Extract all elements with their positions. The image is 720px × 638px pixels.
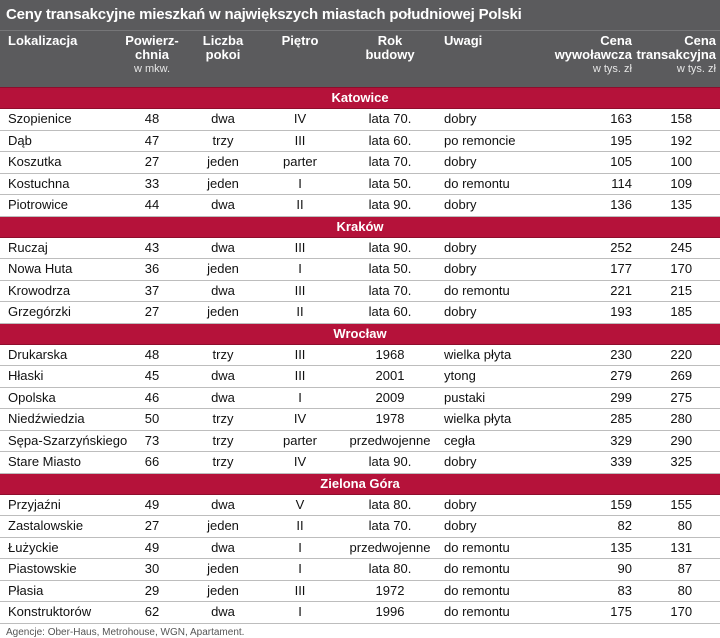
cell-liczba-pokoi: jeden <box>182 259 264 281</box>
cell-uwagi: dobry <box>444 109 546 131</box>
cell-uwagi: dobry <box>444 452 546 474</box>
cell-cena-transakcyjna: 170 <box>638 259 720 281</box>
cell-pietro: III <box>264 366 336 388</box>
cell-uwagi: wielka płyta <box>444 344 546 366</box>
cell-cena-wywolawcza: 329 <box>546 430 638 452</box>
cell-cena-wywolawcza: 193 <box>546 302 638 324</box>
cell-liczba-pokoi: jeden <box>182 580 264 602</box>
cell-cena-transakcyjna: 290 <box>638 430 720 452</box>
cell-rok-budowy: lata 70. <box>336 109 444 131</box>
table-row <box>0 130 720 152</box>
cell-lokalizacja: Przyjaźni <box>0 494 122 516</box>
cell-cena-transakcyjna: 80 <box>638 516 720 538</box>
cell-lokalizacja: Kostuchna <box>0 173 122 195</box>
cell-liczba-pokoi: jeden <box>182 152 264 174</box>
cell-powierzchnia: 44 <box>122 195 182 217</box>
cell-liczba-pokoi: dwa <box>182 195 264 217</box>
cell-liczba-pokoi: jeden <box>182 173 264 195</box>
cell-lokalizacja: Zastalowskie <box>0 516 122 538</box>
cell-lokalizacja: Drukarska <box>0 344 122 366</box>
cell-rok-budowy: lata 80. <box>336 494 444 516</box>
cell-powierzchnia: 50 <box>122 409 182 431</box>
cell-cena-transakcyjna: 220 <box>638 344 720 366</box>
cell-cena-transakcyjna: 269 <box>638 366 720 388</box>
cell-pietro: parter <box>264 152 336 174</box>
cell-cena-wywolawcza: 299 <box>546 387 638 409</box>
cell-powierzchnia: 43 <box>122 237 182 259</box>
cell-powierzchnia: 66 <box>122 452 182 474</box>
cell-rok-budowy: 1972 <box>336 580 444 602</box>
cell-rok-budowy: 2009 <box>336 387 444 409</box>
table-row <box>0 259 720 281</box>
cell-powierzchnia: 27 <box>122 516 182 538</box>
table-row <box>0 537 720 559</box>
city-section-header <box>0 216 720 237</box>
cell-powierzchnia: 49 <box>122 494 182 516</box>
cell-powierzchnia: 62 <box>122 602 182 624</box>
cell-powierzchnia: 36 <box>122 259 182 281</box>
cell-cena-transakcyjna: 245 <box>638 237 720 259</box>
cell-uwagi: do remontu <box>444 602 546 624</box>
cell-powierzchnia: 48 <box>122 344 182 366</box>
table-row <box>0 387 720 409</box>
cell-cena-transakcyjna: 158 <box>638 109 720 131</box>
cell-rok-budowy: lata 90. <box>336 452 444 474</box>
cell-cena-transakcyjna: 131 <box>638 537 720 559</box>
cell-cena-wywolawcza: 159 <box>546 494 638 516</box>
cell-pietro: I <box>264 559 336 581</box>
cell-lokalizacja: Szopienice <box>0 109 122 131</box>
cell-rok-budowy: lata 50. <box>336 173 444 195</box>
cell-pietro: IV <box>264 452 336 474</box>
cell-cena-wywolawcza: 177 <box>546 259 638 281</box>
cell-pietro: IV <box>264 409 336 431</box>
table-row <box>0 409 720 431</box>
cell-liczba-pokoi: dwa <box>182 109 264 131</box>
cell-uwagi: dobry <box>444 195 546 217</box>
cell-pietro: I <box>264 387 336 409</box>
table-row <box>0 152 720 174</box>
cell-powierzchnia: 27 <box>122 302 182 324</box>
cell-liczba-pokoi: dwa <box>182 280 264 302</box>
cell-cena-wywolawcza: 252 <box>546 237 638 259</box>
cell-liczba-pokoi: jeden <box>182 302 264 324</box>
cell-uwagi: dobry <box>444 516 546 538</box>
table-row <box>0 452 720 474</box>
cell-uwagi: dobry <box>444 237 546 259</box>
cell-liczba-pokoi: trzy <box>182 130 264 152</box>
cell-powierzchnia: 47 <box>122 130 182 152</box>
cell-pietro: V <box>264 494 336 516</box>
cell-rok-budowy: lata 70. <box>336 516 444 538</box>
cell-cena-wywolawcza: 221 <box>546 280 638 302</box>
header-uwagi: Uwagi <box>444 33 483 48</box>
city-name: Wrocław <box>0 323 720 344</box>
city-name: Katowice <box>0 88 720 109</box>
cell-cena-transakcyjna: 100 <box>638 152 720 174</box>
table-row <box>0 237 720 259</box>
table-row <box>0 173 720 195</box>
cell-cena-transakcyjna: 87 <box>638 559 720 581</box>
cell-rok-budowy: lata 90. <box>336 195 444 217</box>
cell-cena-wywolawcza: 135 <box>546 537 638 559</box>
cell-pietro: I <box>264 173 336 195</box>
city-section-header <box>0 323 720 344</box>
table-row <box>0 195 720 217</box>
table-row <box>0 109 720 131</box>
cell-uwagi: wielka płyta <box>444 409 546 431</box>
cell-pietro: I <box>264 259 336 281</box>
cell-pietro: IV <box>264 109 336 131</box>
header-liczba-pokoi: Liczba pokoi <box>202 33 244 62</box>
table-row <box>0 516 720 538</box>
cell-lokalizacja: Piotrowice <box>0 195 122 217</box>
column-header <box>0 30 720 87</box>
cell-rok-budowy: lata 70. <box>336 280 444 302</box>
header-cena-wywolawcza: Cena wywoławcza w tys. zł <box>554 33 632 75</box>
cell-liczba-pokoi: dwa <box>182 537 264 559</box>
cell-cena-transakcyjna: 280 <box>638 409 720 431</box>
cell-lokalizacja: Koszutka <box>0 152 122 174</box>
cell-cena-wywolawcza: 175 <box>546 602 638 624</box>
cell-lokalizacja: Hłaski <box>0 366 122 388</box>
cell-cena-transakcyjna: 215 <box>638 280 720 302</box>
cell-uwagi: do remontu <box>444 580 546 602</box>
cell-pietro: III <box>264 280 336 302</box>
table-row <box>0 430 720 452</box>
cell-lokalizacja: Ruczaj <box>0 237 122 259</box>
table-row <box>0 302 720 324</box>
cell-pietro: I <box>264 537 336 559</box>
source-note: Agencje: Ober-Haus, Metrohouse, WGN, Apartament. <box>6 626 245 638</box>
cell-rok-budowy: lata 80. <box>336 559 444 581</box>
cell-lokalizacja: Piastowskie <box>0 559 122 581</box>
cell-uwagi: do remontu <box>444 537 546 559</box>
cell-liczba-pokoi: dwa <box>182 602 264 624</box>
table-body <box>0 88 720 624</box>
cell-cena-wywolawcza: 230 <box>546 344 638 366</box>
cell-lokalizacja: Płasia <box>0 580 122 602</box>
cell-liczba-pokoi: dwa <box>182 387 264 409</box>
cell-lokalizacja: Konstruktorów <box>0 602 122 624</box>
cell-liczba-pokoi: dwa <box>182 494 264 516</box>
cell-liczba-pokoi: trzy <box>182 430 264 452</box>
cell-liczba-pokoi: trzy <box>182 344 264 366</box>
cell-lokalizacja: Grzegórzki <box>0 302 122 324</box>
cell-cena-transakcyjna: 275 <box>638 387 720 409</box>
cell-rok-budowy: przedwojenne <box>336 537 444 559</box>
cell-pietro: III <box>264 344 336 366</box>
cell-cena-transakcyjna: 170 <box>638 602 720 624</box>
cell-liczba-pokoi: trzy <box>182 409 264 431</box>
cell-pietro: I <box>264 602 336 624</box>
cell-uwagi: cegła <box>444 430 546 452</box>
cell-lokalizacja: Stare Miasto <box>0 452 122 474</box>
cell-cena-wywolawcza: 279 <box>546 366 638 388</box>
table-row <box>0 580 720 602</box>
cell-lokalizacja: Sępa-Szarzyńskiego <box>0 430 122 452</box>
city-name: Zielona Góra <box>0 473 720 494</box>
cell-pietro: III <box>264 580 336 602</box>
city-section-header <box>0 473 720 494</box>
cell-uwagi: dobry <box>444 152 546 174</box>
cell-rok-budowy: 1978 <box>336 409 444 431</box>
cell-powierzchnia: 48 <box>122 109 182 131</box>
cell-uwagi: do remontu <box>444 173 546 195</box>
cell-uwagi: do remontu <box>444 559 546 581</box>
cell-uwagi: ytong <box>444 366 546 388</box>
cell-rok-budowy: lata 90. <box>336 237 444 259</box>
cell-cena-wywolawcza: 285 <box>546 409 638 431</box>
cell-liczba-pokoi: trzy <box>182 452 264 474</box>
cell-pietro: III <box>264 237 336 259</box>
cell-cena-transakcyjna: 185 <box>638 302 720 324</box>
cell-powierzchnia: 27 <box>122 152 182 174</box>
table-title: Ceny transakcyjne mieszkań w największych miastach południowej Polski <box>0 0 720 30</box>
cell-cena-wywolawcza: 163 <box>546 109 638 131</box>
cell-cena-transakcyjna: 155 <box>638 494 720 516</box>
cell-uwagi: do remontu <box>444 280 546 302</box>
cell-cena-wywolawcza: 82 <box>546 516 638 538</box>
cell-rok-budowy: lata 70. <box>336 152 444 174</box>
cell-powierzchnia: 37 <box>122 280 182 302</box>
cell-rok-budowy: lata 60. <box>336 130 444 152</box>
cell-liczba-pokoi: jeden <box>182 516 264 538</box>
cell-liczba-pokoi: dwa <box>182 237 264 259</box>
header-rok-budowy: Rok budowy <box>365 33 415 62</box>
cell-powierzchnia: 33 <box>122 173 182 195</box>
header-lokalizacja: Lokalizacja <box>8 33 78 48</box>
cell-rok-budowy: 1968 <box>336 344 444 366</box>
cell-rok-budowy: 2001 <box>336 366 444 388</box>
cell-lokalizacja: Łużyckie <box>0 537 122 559</box>
cell-pietro: II <box>264 302 336 324</box>
cell-lokalizacja: Opolska <box>0 387 122 409</box>
cell-pietro: parter <box>264 430 336 452</box>
cell-cena-transakcyjna: 192 <box>638 130 720 152</box>
table-row <box>0 344 720 366</box>
city-name: Kraków <box>0 216 720 237</box>
cell-uwagi: pustaki <box>444 387 546 409</box>
cell-uwagi: po remoncie <box>444 130 546 152</box>
cell-cena-wywolawcza: 136 <box>546 195 638 217</box>
cell-powierzchnia: 49 <box>122 537 182 559</box>
cell-cena-wywolawcza: 83 <box>546 580 638 602</box>
table-row <box>0 602 720 624</box>
cell-pietro: III <box>264 130 336 152</box>
cell-cena-transakcyjna: 325 <box>638 452 720 474</box>
cell-liczba-pokoi: dwa <box>182 366 264 388</box>
table-row <box>0 559 720 581</box>
cell-cena-wywolawcza: 114 <box>546 173 638 195</box>
cell-powierzchnia: 46 <box>122 387 182 409</box>
cell-cena-wywolawcza: 195 <box>546 130 638 152</box>
cell-lokalizacja: Niedźwiedzia <box>0 409 122 431</box>
cell-pietro: II <box>264 195 336 217</box>
cell-powierzchnia: 30 <box>122 559 182 581</box>
cell-cena-transakcyjna: 109 <box>638 173 720 195</box>
header-pietro: Piętro <box>281 33 319 48</box>
cell-lokalizacja: Krowodrza <box>0 280 122 302</box>
cell-rok-budowy: 1996 <box>336 602 444 624</box>
table-row <box>0 494 720 516</box>
cell-pietro: II <box>264 516 336 538</box>
cell-cena-transakcyjna: 80 <box>638 580 720 602</box>
cell-powierzchnia: 73 <box>122 430 182 452</box>
header-powierzchnia: Powierz- chnia w mkw. <box>125 33 179 75</box>
cell-cena-wywolawcza: 90 <box>546 559 638 581</box>
cell-cena-wywolawcza: 339 <box>546 452 638 474</box>
header-cena-transakcyjna: Cena transakcyjna w tys. zł <box>636 33 716 75</box>
table-row <box>0 280 720 302</box>
table-row <box>0 366 720 388</box>
cell-powierzchnia: 45 <box>122 366 182 388</box>
cell-rok-budowy: lata 60. <box>336 302 444 324</box>
cell-uwagi: dobry <box>444 259 546 281</box>
cell-liczba-pokoi: jeden <box>182 559 264 581</box>
cell-uwagi: dobry <box>444 302 546 324</box>
cell-lokalizacja: Nowa Huta <box>0 259 122 281</box>
cell-powierzchnia: 29 <box>122 580 182 602</box>
cell-cena-wywolawcza: 105 <box>546 152 638 174</box>
cell-rok-budowy: lata 50. <box>336 259 444 281</box>
city-section-header <box>0 88 720 109</box>
price-table <box>0 87 720 624</box>
cell-uwagi: dobry <box>444 494 546 516</box>
cell-rok-budowy: przedwojenne <box>336 430 444 452</box>
cell-lokalizacja: Dąb <box>0 130 122 152</box>
cell-cena-transakcyjna: 135 <box>638 195 720 217</box>
